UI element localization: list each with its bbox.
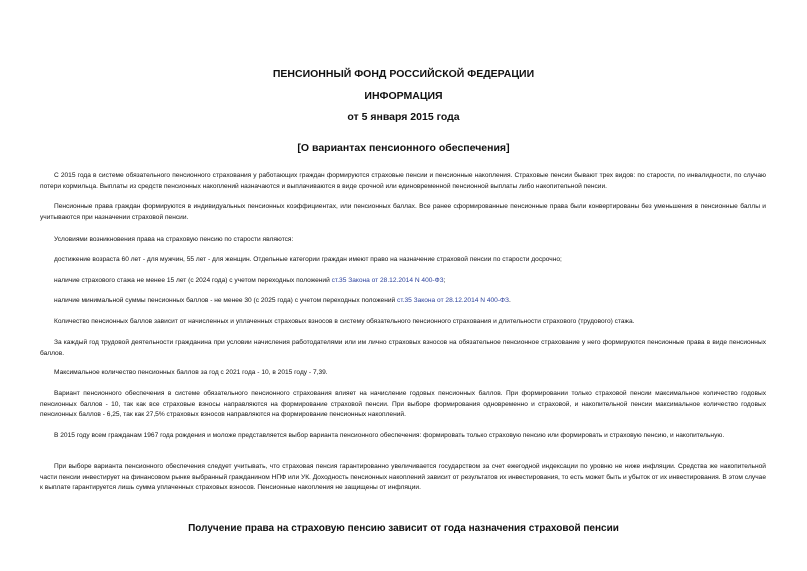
paragraph-5-end: ; [443,277,446,284]
paragraph-2: Пенсионные права граждан формируются в индивидуальных пенсионных коэффициентах, или пенсионных баллах. Все ранее сформированные пенсионные права были конвертированы без уменьшения в пенсионные баллы и учитываются при назначении страховой пенсии. [40,203,766,221]
doc-date: от 5 января 2015 года [347,111,460,123]
org-name: ПЕНСИОННЫЙ ФОНД РОССИЙСКОЙ ФЕДЕРАЦИИ [272,68,535,80]
paragraph-6-text: наличие минимальной суммы пенсионных баллов - не менее 30 (с 2025 года) с учетом переходных положений [54,297,398,304]
paragraph-7: Количество пенсионных баллов зависит от начисленных и уплаченных страховых взносов в систему обязательного пенсионного страхования и длительности страхового (трудового) стажа. [54,318,635,325]
law-link-1[interactable]: ст.35 Закона от 28.12.2014 N 400-ФЗ [331,277,444,284]
paragraph-6 [40,296,766,307]
paragraph-8: За каждый год трудовой деятельности гражданина при условии начисления работодателями или им лично страховых взносов на обязательное пенсионное страхование у него формируются пенсионные права в виде пенсионных баллов. [40,339,766,357]
doc-type: ИНФОРМАЦИЯ [364,90,443,102]
paragraph-1: С 2015 года в системе обязательного пенсионного страхования у работающих граждан формируются страховые пенсии и пенсионные накопления. Страховые пенсии бывают трех видов: по старости, по инвалидности, по случаю потери кормильца. Выплаты из средств пенсионных накоплений назначаются и выплачиваются в виде срочной или единовременной пенсионной выплаты либо накопительной пенсии. [40,172,766,190]
paragraph-5 [40,276,766,287]
doc-title: [О вариантах пенсионного обеспечения] [297,142,510,154]
paragraph-11: В 2015 году всем гражданам 1967 года рождения и моложе представляется выбор варианта пенсионного обеспечения: формировать только страховую пенсию или формировать и страховую пенсию, и накопительную. [54,432,725,439]
paragraph-9: Максимальное количество пенсионных баллов за год с 2021 года - 10, в 2015 году - 7,39. [54,369,328,376]
paragraph-5-text: наличие страхового стажа не менее 15 лет (с 2024 года) с учетом переходных положений [54,277,332,284]
law-link-2[interactable]: ст.35 Закона от 28.12.2014 N 400-ФЗ [397,297,510,304]
paragraph-12: При выборе варианта пенсионного обеспечения следует учитывать, что страховая пенсия гарантированно увеличивается государством за счет ежегодной индексации по уровню не ниже инфляции. Средства же накопительной части пенсии инвестирует на финансовом рынке выбранный гражданином НПФ или УК. Доходность пенсионных накоплений зависит от результатов их инвестирования, то есть может быть и убыток от их инвестирования. В этом случае к выплате гарантируется лишь сумма уплаченных страховых взносов. Пенсионные накопления не защищены от инфляции. [40,463,766,491]
paragraph-6-end: . [509,297,511,304]
section-heading: Получение права на страховую пенсию зависит от года назначения страховой пенсии [188,523,619,534]
paragraph-3: Условиями возникновения права на страховую пенсию по старости являются: [54,236,294,243]
paragraph-4: достижение возраста 60 лет - для мужчин, 55 лет - для женщин. Отдельные категории граждан имеют право на назначение страховой пенсии по старости досрочно; [54,256,562,263]
paragraph-10: Вариант пенсионного обеспечения в системе обязательного пенсионного страхования влияет на начисление годовых пенсионных баллов. При формировании только страховой пенсии максимальное количество годовых пенсионных баллов - 10, так как все страховые взносы направляются на формирование страховой пенсии. При выборе формирования одновременно и страховой, и накопительной пенсии максимальное количество годовых пенсионных баллов - 6,25, так как 27,5% страховых взносов направляются на формирование пенсионных накоплений. [40,390,766,418]
